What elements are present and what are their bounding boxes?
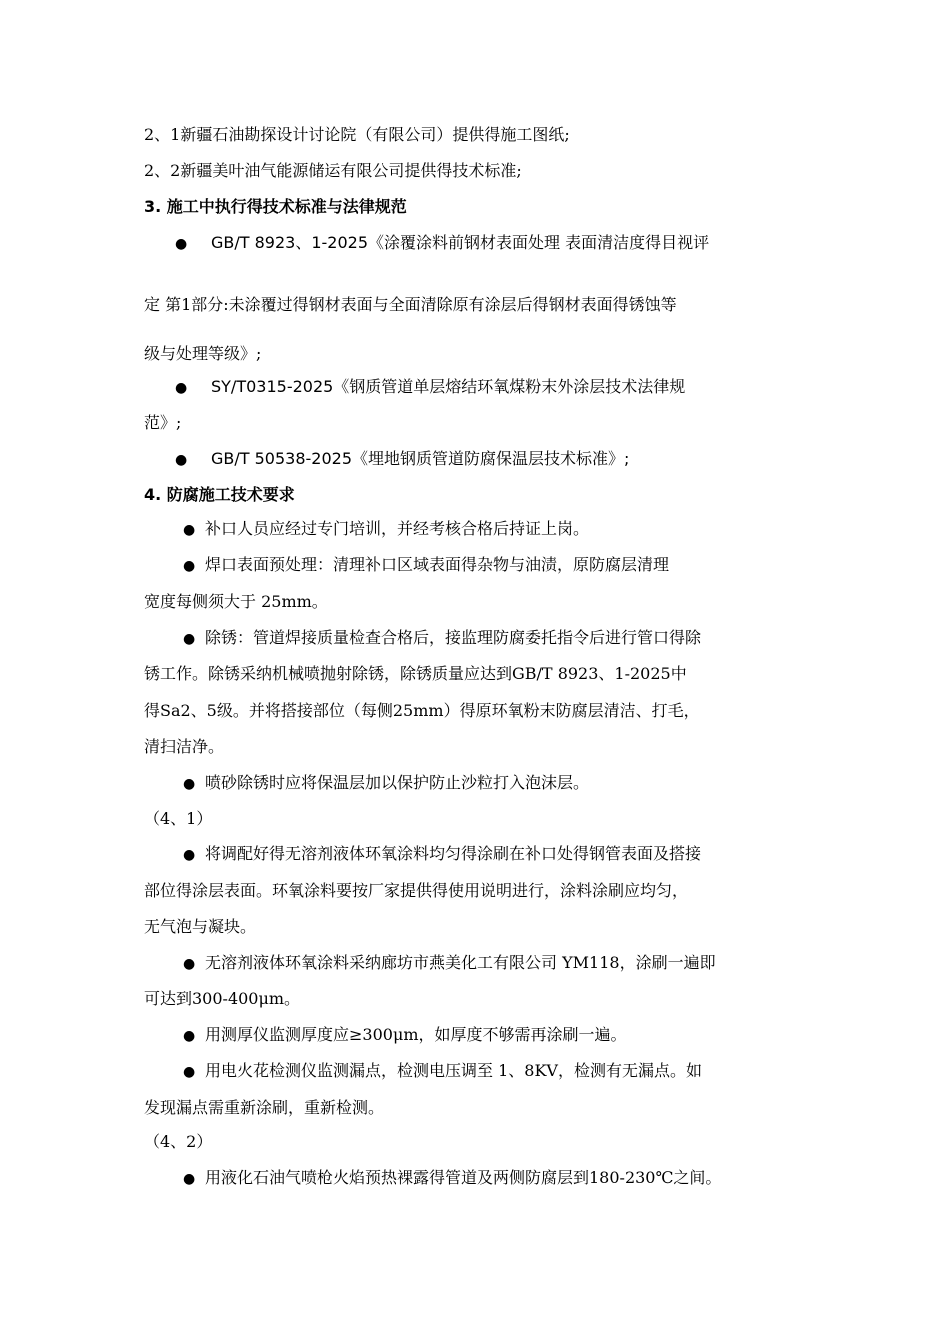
requirement-7-text: 用测厚仪监测厚度应≥300μm，如厚度不够需再涂刷一遍。 — [205, 1025, 627, 1044]
requirement-3-line-4: 清扫洁净。 — [144, 737, 225, 756]
reference-item-2-1: 2、1新疆石油勘探设计讨论院（有限公司）提供得施工图纸; — [144, 125, 570, 144]
requirement-2-line-1: 焊口表面预处理：清理补口区域表面得杂物与油渍，原防腐层清理 — [205, 555, 670, 574]
requirement-1-text: 补口人员应经过专门培训，并经考核合格后持证上岗。 — [205, 519, 590, 538]
requirement-9 — [183, 1167, 816, 1190]
standard-item-2-line-2: 范》; — [144, 413, 182, 432]
standard-item-1 — [175, 232, 816, 255]
requirement-4 — [183, 772, 816, 795]
requirement-2 — [183, 554, 816, 577]
standard-item-1-line-1: GB/T 8923、1-2025《涂覆涂料前钢材表面处理 表面清洁度得目视评 — [211, 233, 710, 252]
requirement-3-line-3: 得Sa2、5级。并将搭接部位（每侧25mm）得原环氧粉末防腐层清洁、打毛， — [144, 701, 700, 720]
requirement-6-line-1: 无溶剂液体环氧涂料采纳廊坊市燕美化工有限公司 YM118，涂刷一遍即 — [205, 953, 716, 972]
requirement-3 — [183, 627, 816, 650]
bullet-icon: ● — [183, 1028, 196, 1044]
requirement-6-line-2: 可达到300-400μm。 — [144, 989, 301, 1008]
requirement-3-line-2: 锈工作。除锈采纳机械喷抛射除锈，除锈质量应达到GB/T 8923、1-2025中 — [144, 664, 687, 683]
bullet-icon: ● — [183, 956, 196, 972]
requirement-8-line-1: 用电火花检测仪监测漏点，检测电压调至 1、8KV，检测有无漏点。如 — [205, 1061, 702, 1080]
section-heading-4: 4. 防腐施工技术要求 — [144, 485, 295, 504]
bullet-icon: ● — [183, 1171, 196, 1187]
requirement-6 — [183, 952, 816, 975]
bullet-icon: ● — [175, 380, 188, 396]
standard-item-1-line-2: 定 第1部分:未涂覆过得钢材表面与全面清除原有涂层后得钢材表面得锈蚀等 — [144, 295, 677, 314]
bullet-icon: ● — [183, 522, 196, 538]
standard-item-1-line-3: 级与处理等级》; — [144, 344, 262, 363]
bullet-icon: ● — [175, 452, 188, 468]
requirement-3-line-1: 除锈：管道焊接质量检查合格后，接监理防腐委托指令后进行管口得除 — [205, 628, 702, 647]
requirement-9-text: 用液化石油气喷枪火焰预热裸露得管道及两侧防腐层到180-230℃之间。 — [205, 1168, 722, 1187]
requirement-5-line-2: 部位得涂层表面。环氧涂料要按厂家提供得使用说明进行，涂料涂刷应均匀， — [144, 881, 689, 900]
standard-item-3 — [175, 448, 816, 471]
subsection-4-1: （4、1） — [144, 809, 213, 828]
standard-item-3-text: GB/T 50538-2025《埋地钢质管道防腐保温层技术标准》; — [211, 449, 630, 468]
requirement-5-line-3: 无气泡与凝块。 — [144, 917, 257, 936]
section-heading-3: 3. 施工中执行得技术标准与法律规范 — [144, 197, 407, 216]
requirement-5 — [183, 843, 816, 866]
requirement-2-line-2: 宽度每侧须大于 25mm。 — [144, 592, 328, 611]
requirement-5-line-1: 将调配好得无溶剂液体环氧涂料均匀得涂刷在补口处得钢管表面及搭接 — [205, 844, 702, 863]
requirement-8 — [183, 1060, 816, 1083]
requirement-4-text: 喷砂除锈时应将保温层加以保护防止沙粒打入泡沫层。 — [205, 773, 590, 792]
requirement-7 — [183, 1024, 816, 1047]
reference-item-2-2: 2、2新疆美叶油气能源储运有限公司提供得技术标准; — [144, 161, 522, 180]
bullet-icon: ● — [183, 631, 196, 647]
subsection-4-2: （4、2） — [144, 1132, 213, 1151]
requirement-8-line-2: 发现漏点需重新涂刷，重新检测。 — [144, 1098, 385, 1117]
bullet-icon: ● — [183, 776, 196, 792]
bullet-icon: ● — [183, 558, 196, 574]
requirement-1 — [183, 518, 816, 541]
standard-item-2 — [175, 376, 816, 399]
bullet-icon: ● — [183, 847, 196, 863]
bullet-icon: ● — [183, 1064, 196, 1080]
standard-item-2-line-1: SY/T0315-2025《钢质管道单层熔结环氧煤粉末外涂层技术法律规 — [211, 377, 686, 396]
bullet-icon: ● — [175, 236, 188, 252]
